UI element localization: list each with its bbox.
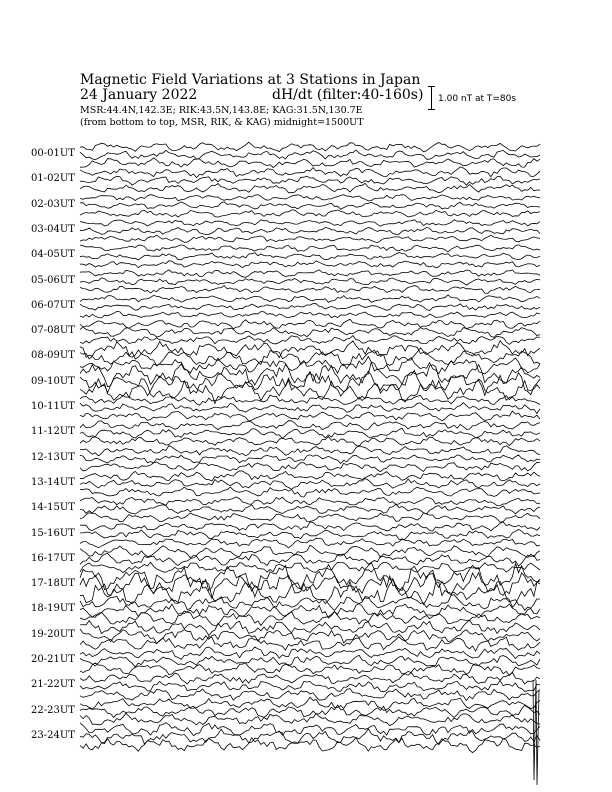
trace-msr-hour-2	[80, 210, 540, 217]
hour-label: 20-21UT	[31, 654, 75, 665]
trace-kag-hour-18	[80, 595, 540, 611]
trace-kag-hour-10	[80, 395, 540, 405]
trace-rik-hour-4	[80, 253, 540, 260]
trace-kag-hour-8	[80, 341, 540, 358]
hour-label: 02-03UT	[31, 198, 75, 210]
trace-kag-hour-11	[80, 421, 540, 430]
trace-rik-hour-0	[80, 150, 540, 160]
chart-date: 24 January 2022	[80, 87, 198, 103]
trace-rik-hour-3	[80, 227, 540, 234]
trace-msr-hour-12	[80, 462, 540, 472]
hour-label: 00-01UT	[31, 148, 75, 159]
trace-rik-hour-12	[80, 455, 540, 464]
hour-label: 14-15UT	[31, 502, 75, 514]
trace-msr-hour-7	[80, 336, 540, 345]
hour-label: 15-16UT	[31, 527, 75, 539]
trace-kag-hour-0	[80, 142, 540, 152]
trace-msr-hour-19	[80, 637, 540, 651]
trace-msr-hour-17	[80, 579, 540, 607]
trace-msr-hour-10	[80, 411, 540, 421]
trace-msr-hour-21	[80, 689, 540, 701]
trace-msr-hour-5	[80, 286, 540, 294]
trace-kag-hour-2	[80, 195, 540, 201]
trace-msr-hour-20	[80, 663, 540, 676]
trace-msr-hour-1	[80, 183, 540, 192]
trace-kag-hour-5	[80, 270, 540, 278]
trace-kag-hour-16	[80, 545, 540, 558]
trace-rik-hour-21	[80, 681, 540, 692]
trace-kag-hour-6	[80, 295, 540, 303]
trace-rik-hour-15	[80, 529, 540, 540]
trace-rik-hour-9	[80, 370, 540, 396]
trace-kag-hour-4	[80, 245, 540, 252]
hour-label: 22-23UT	[31, 704, 75, 716]
station-order-note: (from bottom to top, MSR, RIK, & KAG) midnight=1500UT	[80, 117, 364, 128]
trace-msr-hour-22	[80, 713, 540, 725]
trace-kag-hour-19	[80, 620, 540, 635]
trace-msr-hour-0	[80, 158, 540, 168]
trace-msr-hour-14	[80, 513, 540, 522]
hour-label: 12-13UT	[31, 451, 75, 463]
scale-bar-label: 1.00 nT at T=80s	[438, 94, 517, 104]
trace-kag-hour-13	[80, 471, 540, 481]
trace-msr-hour-3	[80, 235, 540, 242]
station-coordinates: MSR:44.4N,142.3E; RIK:43.5N,143.8E; KAG:31.5N,130.7E	[80, 105, 363, 116]
trace-rik-hour-7	[80, 327, 540, 338]
trace-kag-hour-14	[80, 497, 540, 506]
trace-rik-hour-10	[80, 403, 540, 414]
trace-rik-hour-18	[80, 604, 540, 618]
trace-rik-hour-8	[80, 348, 540, 366]
hour-label: 05-06UT	[31, 274, 75, 286]
hour-label: 10-11UT	[31, 401, 75, 412]
trace-msr-hour-13	[80, 487, 540, 497]
trace-kag-hour-21	[80, 672, 540, 684]
trace-rik-hour-13	[80, 479, 540, 490]
trace-msr-hour-6	[80, 311, 540, 318]
trace-msr-hour-15	[80, 538, 540, 548]
hour-label: 09-10UT	[31, 375, 75, 387]
hour-label: 03-04UT	[31, 223, 75, 235]
trace-kag-hour-7	[80, 319, 540, 329]
trace-kag-hour-20	[80, 647, 540, 659]
hour-label: 21-22UT	[31, 679, 75, 691]
trace-kag-hour-15	[80, 522, 540, 531]
trace-rik-hour-2	[80, 202, 540, 209]
trace-rik-hour-11	[80, 428, 540, 438]
trace-rik-hour-1	[80, 176, 540, 185]
chart-quantity: dH/dt (filter:40-160s)	[272, 87, 424, 103]
hour-label: 16-17UT	[31, 552, 75, 564]
trace-kag-hour-23	[80, 723, 540, 736]
trace-rik-hour-6	[80, 304, 540, 311]
trace-rik-hour-14	[80, 504, 540, 514]
trace-kag-hour-3	[80, 220, 540, 227]
trace-rik-hour-23	[80, 729, 540, 745]
hour-label: 04-05UT	[31, 249, 75, 261]
hour-label: 08-09UT	[31, 350, 75, 362]
hour-label: 07-08UT	[31, 325, 75, 337]
trace-kag-hour-1	[80, 167, 540, 178]
chart-title: Magnetic Field Variations at 3 Stations in Japan	[80, 72, 421, 88]
hour-label: 18-19UT	[31, 603, 75, 615]
hour-label: 11-12UT	[31, 426, 75, 438]
hour-label: 17-18UT	[31, 578, 75, 590]
hour-label: 23-24UT	[31, 729, 75, 741]
trace-msr-hour-4	[80, 261, 540, 268]
trace-kag-hour-12	[80, 446, 540, 456]
trace-rik-hour-5	[80, 278, 540, 285]
hour-label: 13-14UT	[31, 476, 75, 488]
trace-msr-hour-11	[80, 437, 540, 447]
hour-label: 06-07UT	[31, 299, 75, 311]
hour-label: 01-02UT	[31, 173, 75, 185]
hour-label: 19-20UT	[31, 628, 75, 640]
